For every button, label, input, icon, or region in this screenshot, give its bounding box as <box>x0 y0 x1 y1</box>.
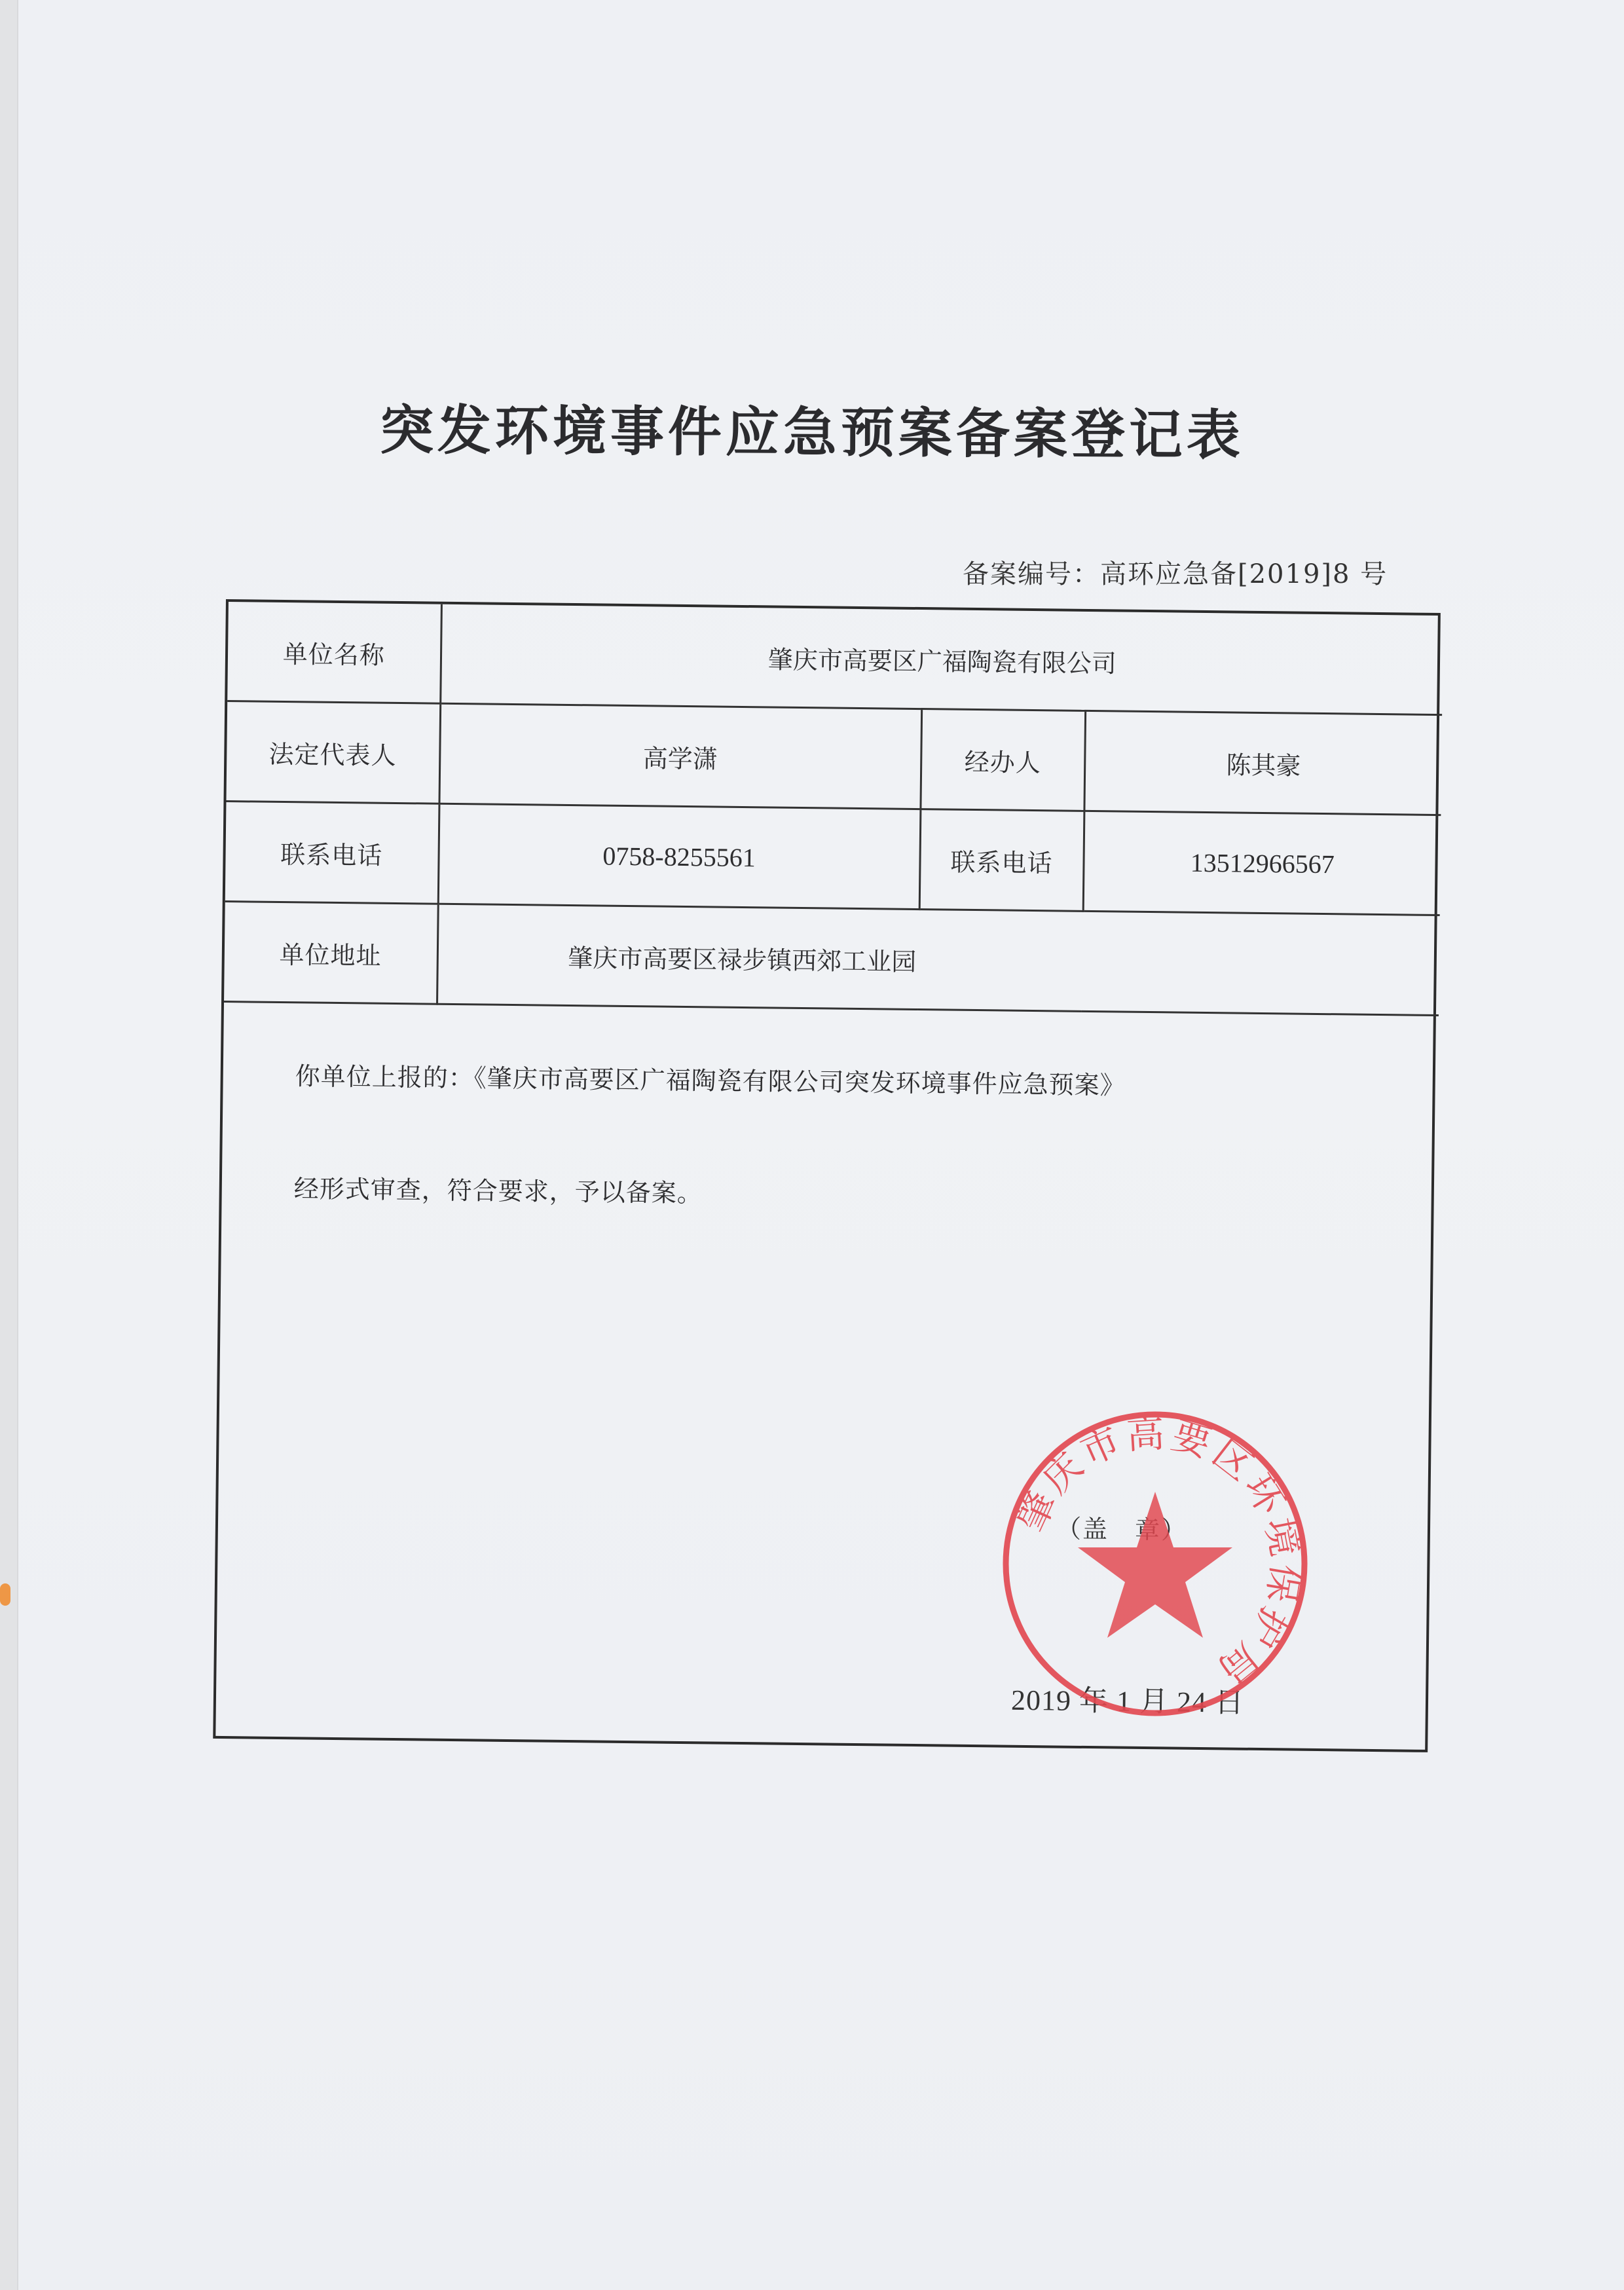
value-handler-phone: 13512966567 <box>1083 811 1441 915</box>
approval-date: 2019 年 1 月 24 日 <box>1010 1684 1245 1719</box>
record-number-value: 高环应急备[2019]8 号 <box>1100 559 1388 589</box>
label-address: 单位地址 <box>224 902 438 1005</box>
scan-left-edge <box>0 0 17 2290</box>
label-handler: 经办人 <box>920 709 1085 811</box>
scan-edge-mark <box>0 1583 10 1606</box>
document-title: 突发环境事件应急预案备案登记表 <box>379 399 1245 468</box>
label-legal-representative: 法定代表人 <box>227 701 441 804</box>
value-handler: 陈其豪 <box>1084 711 1442 815</box>
official-seal-icon <box>998 1407 1312 1721</box>
label-phone: 联系电话 <box>225 802 439 904</box>
value-address: 肇庆市高要区禄步镇西郊工业园 <box>437 904 1440 1015</box>
value-company-name: 肇庆市高要区广福陶瓷有限公司 <box>440 604 1443 715</box>
seal-text: 肇庆市高要区环境保护局 <box>1008 1411 1309 1695</box>
form-row-company-name <box>227 602 1443 715</box>
submission-statement: 你单位上报的：《肇庆市高要区广福陶瓷有限公司突发环境事件应急预案》 <box>295 1062 1126 1100</box>
form-row-phone <box>225 802 1441 915</box>
value-phone: 0758-8255561 <box>438 803 921 909</box>
value-legal-representative: 高学潇 <box>439 703 921 809</box>
record-number <box>963 553 1388 591</box>
record-number-label: 备案编号： <box>963 559 1100 589</box>
label-company-name: 单位名称 <box>227 602 441 703</box>
form-row-representative <box>227 701 1443 815</box>
seal-caption: （盖 章） <box>1056 1514 1188 1545</box>
form-row-address <box>224 902 1440 1016</box>
review-result: 经形式审查，符合要求，予以备案。 <box>293 1174 703 1208</box>
label-handler-phone: 联系电话 <box>919 809 1084 912</box>
